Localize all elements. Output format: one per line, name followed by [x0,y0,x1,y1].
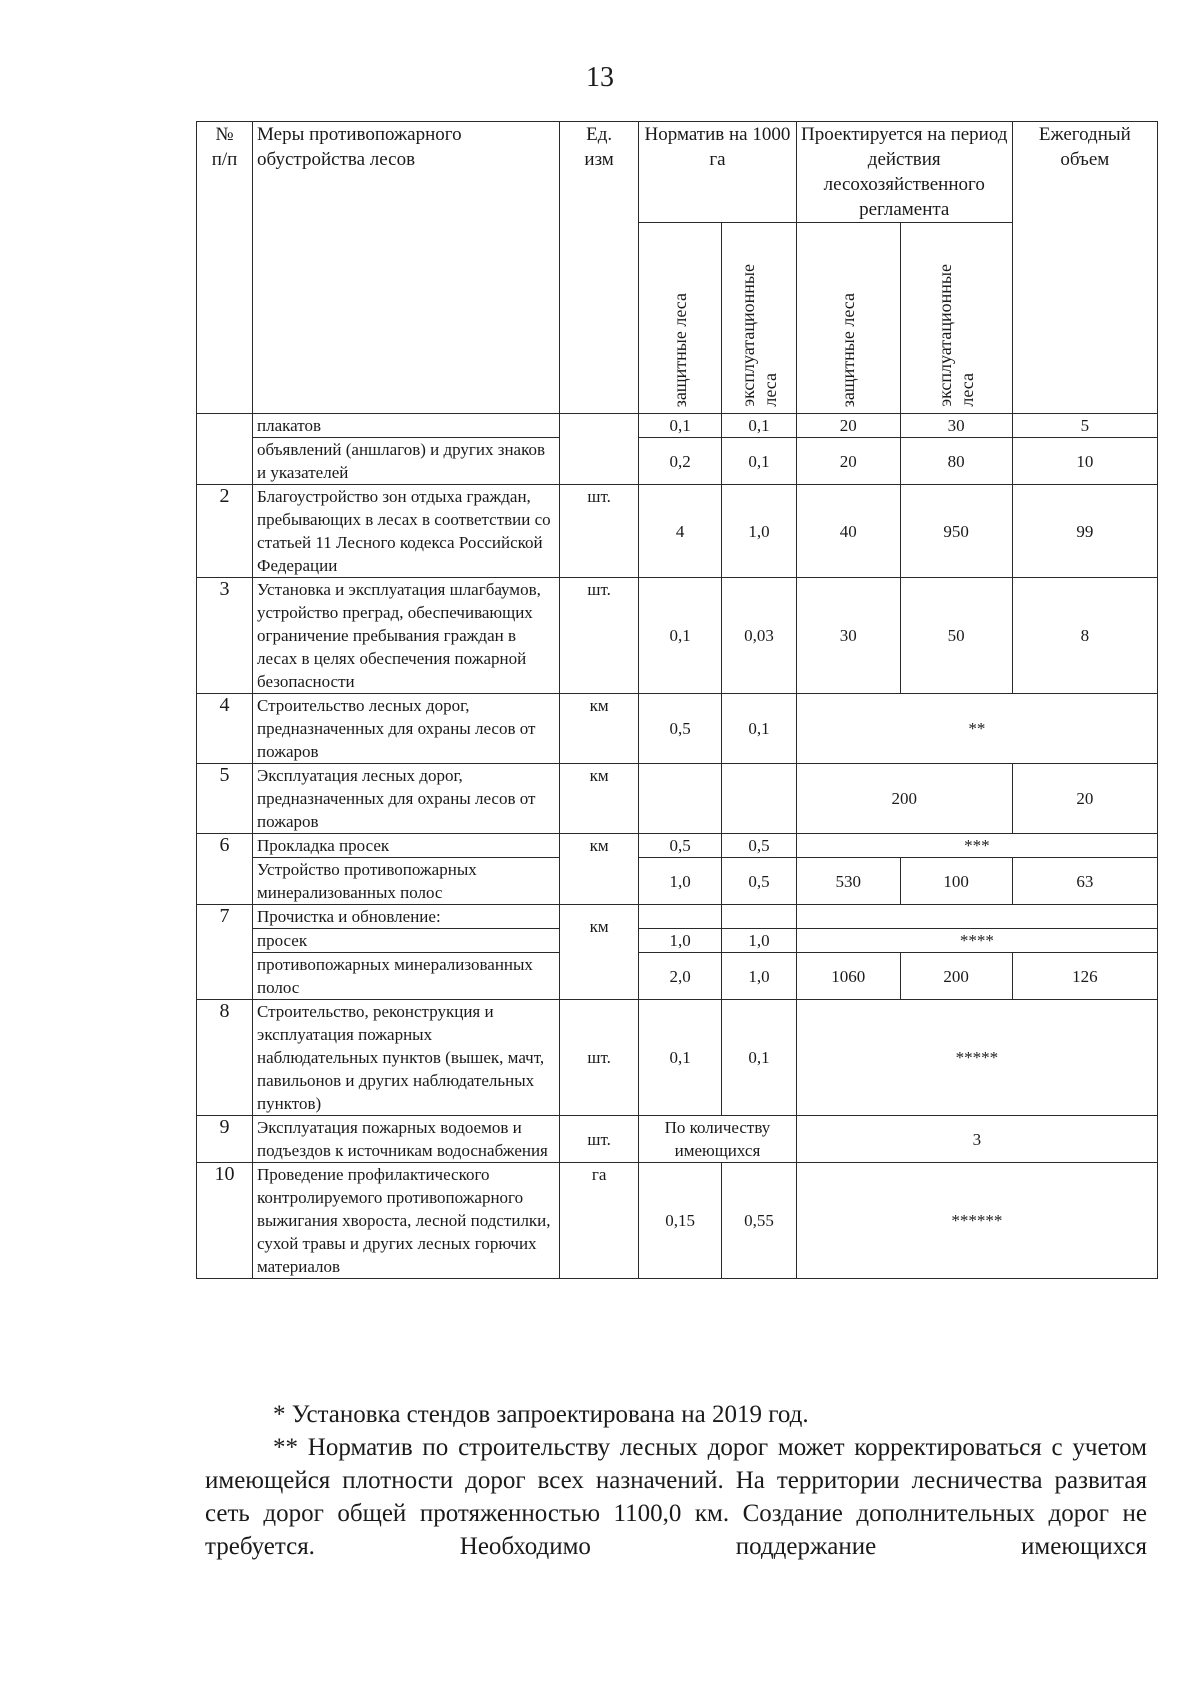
subheader-norm-protective: защитные леса [639,223,722,414]
row-unit: шт. [560,1116,639,1163]
table-row [197,905,1158,929]
table-row [197,764,1158,834]
fire-prevention-table [196,121,1158,1279]
row-label: Строительство лесных дорог, предназначенных для охраны лесов от пожаров [253,694,560,764]
table-row [197,953,1158,1000]
table-row [197,485,1158,578]
row-label: Прочистка и обновление: [253,905,560,929]
cell: 0,1 [722,414,797,438]
row-num: 7 [197,905,253,1000]
cell: 0,2 [639,438,722,485]
cell: 4 [639,485,722,578]
row-num: 2 [197,485,253,578]
table-row [197,1000,1158,1116]
row-unit: км [560,905,639,1000]
row-label: противопожарных минерализованных полос [253,953,560,1000]
footnote-marker: ** [796,694,1157,764]
row-unit: км [560,694,639,764]
cell: 5 [1012,414,1157,438]
row-num: 3 [197,578,253,694]
row-label: Строительство, реконструкция и эксплуатация пожарных наблюдательных пунктов (вышек, мачт, павильонов и других наблюдательных пунктов) [253,1000,560,1116]
cell: 0,5 [722,858,797,905]
cell: 530 [796,858,900,905]
row-unit: шт. [560,1000,639,1116]
cell: 0,1 [639,578,722,694]
cell: 63 [1012,858,1157,905]
row-unit: км [560,764,639,834]
row-label: Проведение профилактического контролируемого противопожарного выжигания хвороста, лесной подстилки, сухой травы и других лесных горючих материалов [253,1163,560,1279]
cell: 0,1 [639,414,722,438]
cell: 1,0 [639,858,722,905]
row-unit: шт. [560,485,639,578]
table-row [197,929,1158,953]
row-num: 5 [197,764,253,834]
cell: 8 [1012,578,1157,694]
cell: 3 [796,1116,1157,1163]
table-row [197,438,1158,485]
row-unit: шт. [560,578,639,694]
page-number: 13 [586,62,614,93]
table-row [197,834,1158,858]
footnote-marker: *** [796,834,1157,858]
header-annual: Ежегодный объем [1012,122,1157,414]
subheader-norm-exploit: эксплуатационные леса [722,223,797,414]
cell: 0,5 [639,694,722,764]
header-norm: Норматив на 1000 га [639,122,797,223]
row-label: Эксплуатация пожарных водоемов и подъездов к источникам водоснабжения [253,1116,560,1163]
row-label: плакатов [253,414,560,438]
footnote-marker: **** [796,929,1157,953]
cell: 20 [796,414,900,438]
cell: 0,1 [722,1000,797,1116]
cell: 0,1 [639,1000,722,1116]
cell: 1,0 [722,929,797,953]
cell: 100 [900,858,1012,905]
cell: 200 [796,764,1012,834]
cell: 200 [900,953,1012,1000]
cell: 0,1 [722,694,797,764]
cell: 80 [900,438,1012,485]
cell: 0,15 [639,1163,722,1279]
row-label: Устройство противопожарных минерализованных полос [253,858,560,905]
footnote-marker: ****** [796,1163,1157,1279]
cell: 0,5 [722,834,797,858]
row-label: Эксплуатация лесных дорог, предназначенных для охраны лесов от пожаров [253,764,560,834]
row-label: объявлений (аншлагов) и других знаков и указателей [253,438,560,485]
header-num: № п/п [197,122,253,414]
header-projected: Проектируется на период действия лесохозяйственного регламента [796,122,1012,223]
subheader-proj-protective: защитные леса [796,223,900,414]
header-unit: Ед. изм [560,122,639,414]
cell: 20 [1012,764,1157,834]
cell: 0,55 [722,1163,797,1279]
row-num: 8 [197,1000,253,1116]
cell: По количеству имеющихся [639,1116,797,1163]
table-row [197,1116,1158,1163]
table-row [197,414,1158,438]
row-label: Установка и эксплуатация шлагбаумов, устройство преград, обеспечивающих ограничение пребывания граждан в лесах в целях обеспечения пожарной безопасности [253,578,560,694]
cell: 1,0 [722,953,797,1000]
row-label: просек [253,929,560,953]
row-label: Благоустройство зон отдыха граждан, пребывающих в лесах в соответствии со статьей 11 Лесного кодекса Российской Федерации [253,485,560,578]
cell: 2,0 [639,953,722,1000]
cell: 20 [796,438,900,485]
header-measures: Меры противопожарного обустройства лесов [253,122,560,414]
table-row [197,1163,1158,1279]
subheader-proj-exploit: эксплуатационные леса [900,223,1012,414]
table-row [197,578,1158,694]
cell: 0,03 [722,578,797,694]
row-label: Прокладка просек [253,834,560,858]
row-num: 6 [197,834,253,905]
cell: 30 [796,578,900,694]
cell: 1,0 [722,485,797,578]
cell: 99 [1012,485,1157,578]
row-num: 9 [197,1116,253,1163]
cell: 40 [796,485,900,578]
row-unit: га [560,1163,639,1279]
cell: 30 [900,414,1012,438]
row-unit: км [560,834,639,905]
row-num: 4 [197,694,253,764]
footnote-marker: ***** [796,1000,1157,1116]
cell: 0,5 [639,834,722,858]
cell: 1060 [796,953,900,1000]
cell: 1,0 [639,929,722,953]
footnotes [205,1398,1147,1563]
cell: 126 [1012,953,1157,1000]
footnote-1: * Установка стендов запроектирована на 2019 год. [273,1401,809,1428]
cell: 50 [900,578,1012,694]
cell: 0,1 [722,438,797,485]
cell: 10 [1012,438,1157,485]
footnote-2: ** Норматив по строительству лесных дорог может корректироваться с учетом имеющейся плотности дорог всех назначений. На территории лесничества развитая сеть дорог общей протяженностью 1100,0 км. Создание дополнительных дорог не требуется. Необходимо поддержание имеющихся [205,1434,1147,1560]
table-row [197,858,1158,905]
row-num: 10 [197,1163,253,1279]
table-row [197,694,1158,764]
cell: 950 [900,485,1012,578]
